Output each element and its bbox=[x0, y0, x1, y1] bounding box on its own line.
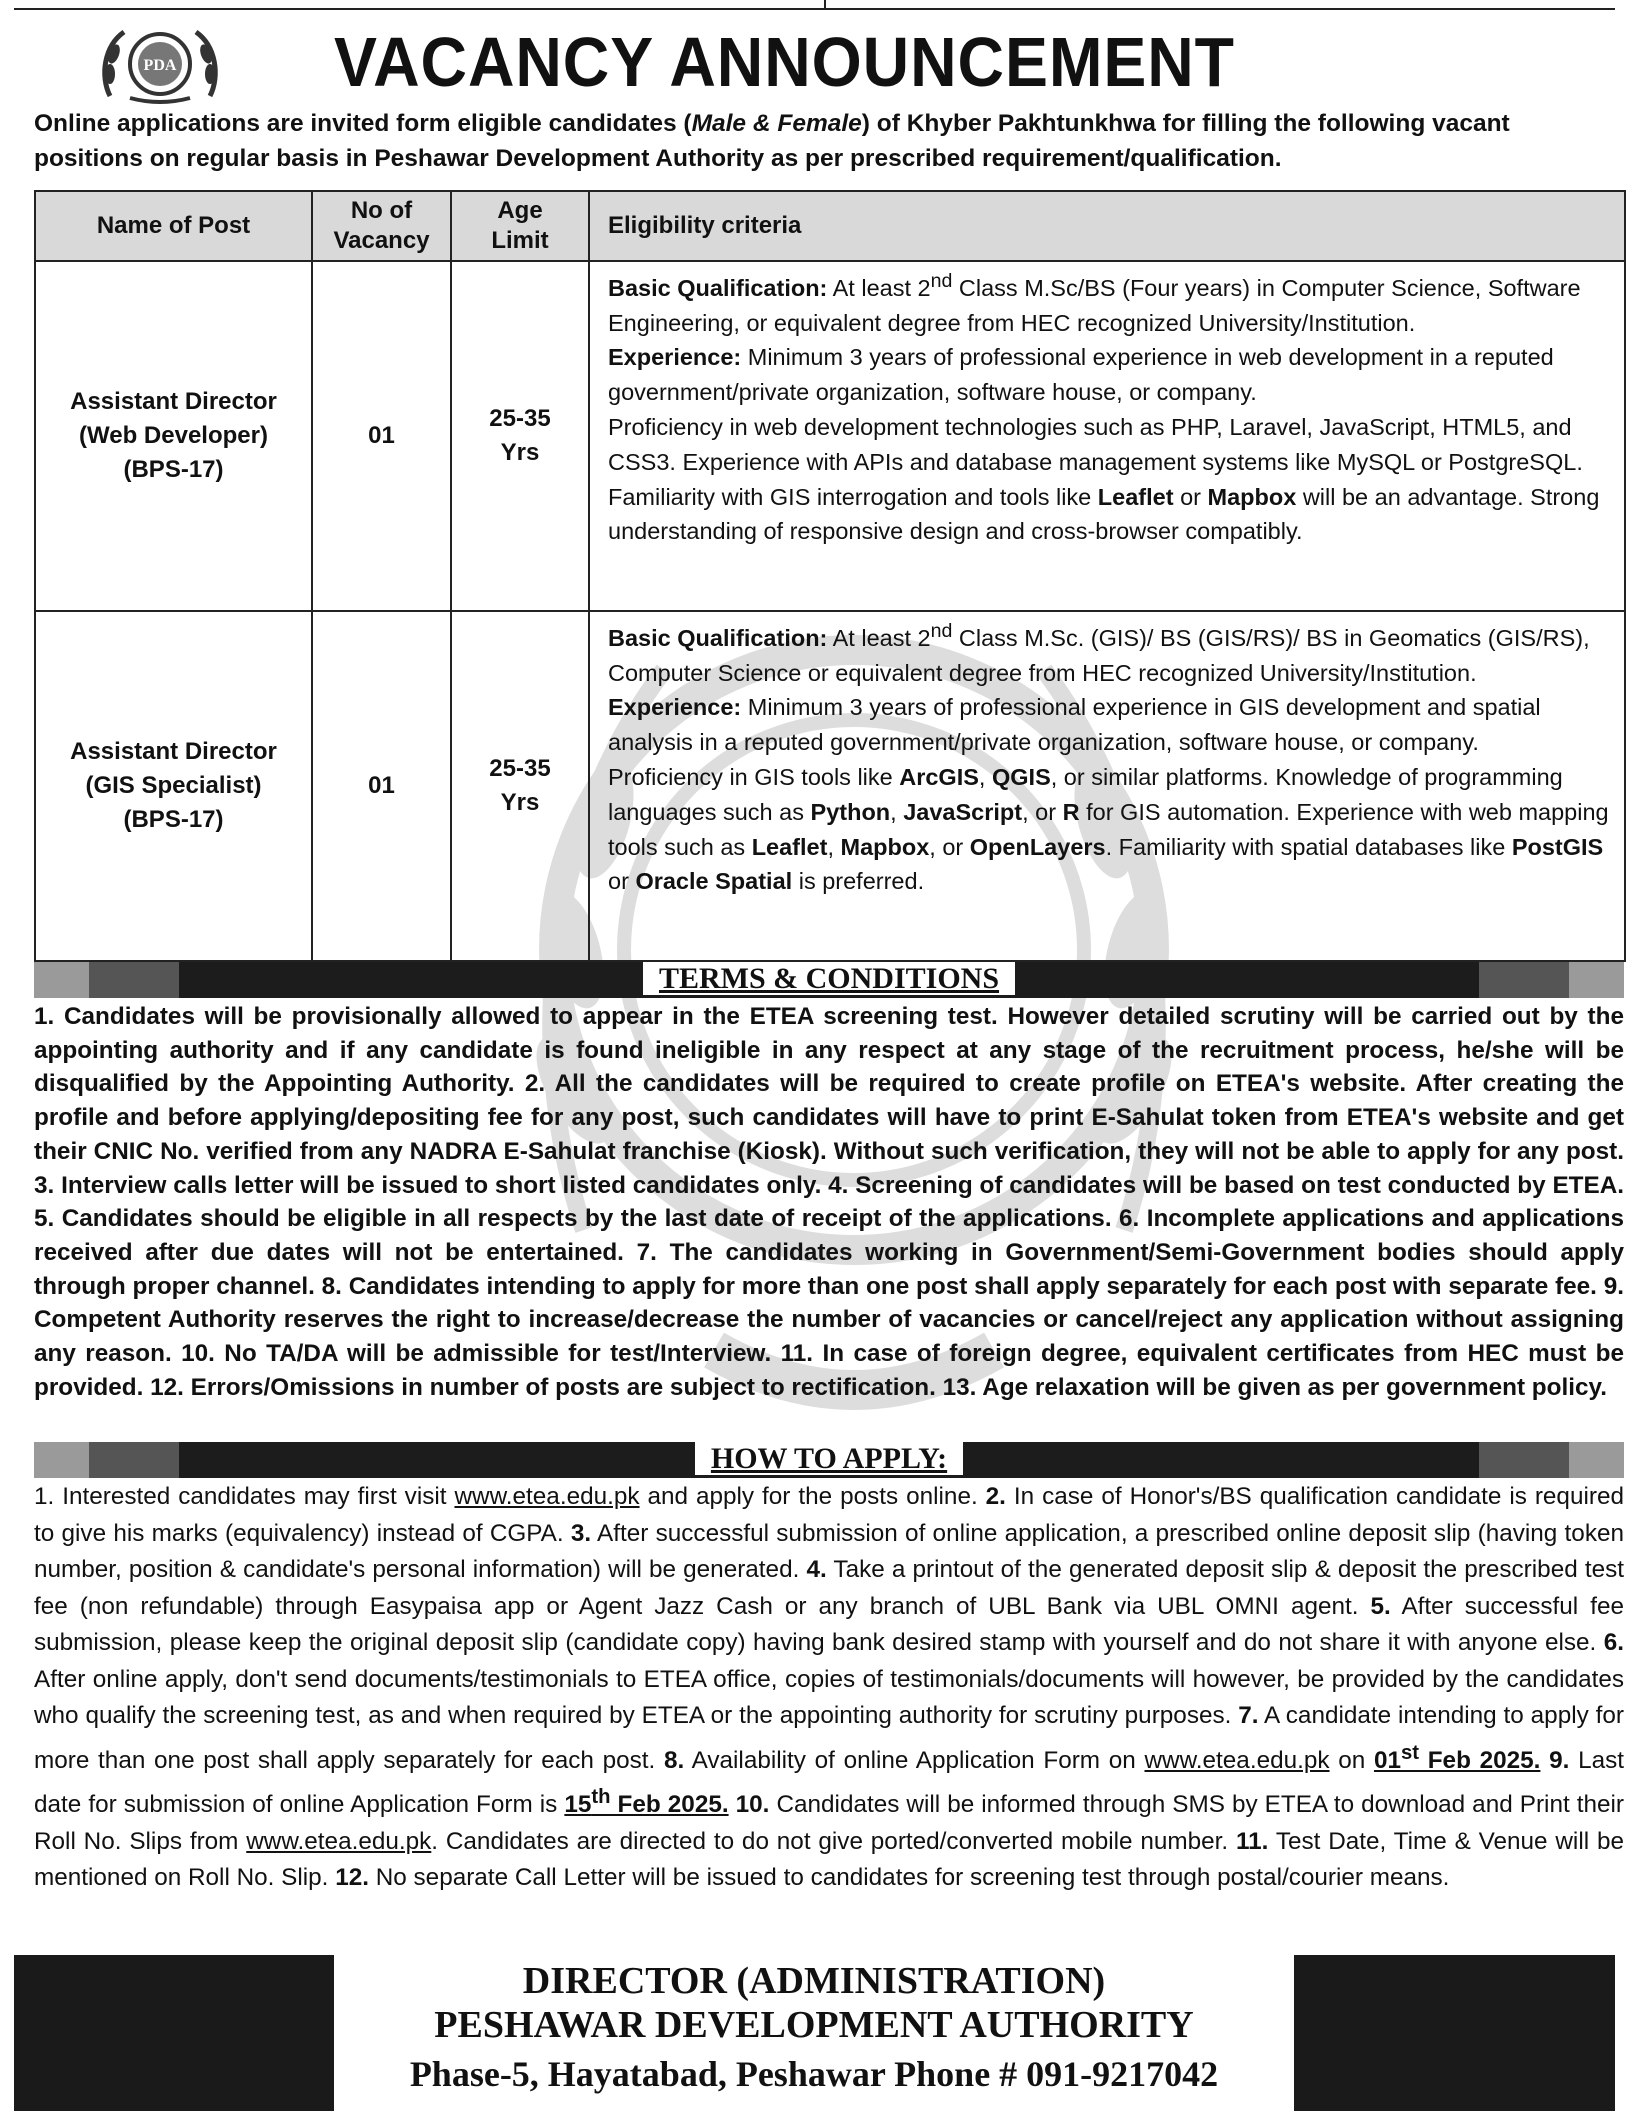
table-header-row bbox=[35, 191, 1625, 261]
age-limit: 25-35 Yrs bbox=[451, 611, 589, 961]
vacancy-table bbox=[34, 190, 1626, 962]
apply-heading: HOW TO APPLY: bbox=[695, 1442, 963, 1475]
age-limit: 25-35 Yrs bbox=[451, 261, 589, 611]
eligibility-criteria: Basic Qualification: At least 2nd Class M.Sc. (GIS)/ BS (GIS/RS)/ BS in Geomatics (GIS/RS), Computer Science or equivalent degree from HEC recognized University/Institution. Experience: Minimum 3 years of professional experience in GIS development and spatial analysis in a reputed government/private organization, software house, or company. Proficiency in GIS tools like ArcGIS, QGIS, or similar platforms. Knowledge of programming languages such as Python, JavaScript, or R for GIS automation. Experience with web mapping tools such as Leaflet, Mapbox, or OpenLayers. Familiarity with spatial databases like PostGIS or Oracle Spatial is preferred. bbox=[589, 611, 1625, 961]
post-name: Assistant Director (Web Developer) (BPS-17) bbox=[35, 261, 312, 611]
footer-address: Phase-5, Hayatabad, Peshawar Phone # 091-9217042 bbox=[409, 2054, 1219, 2094]
top-rule bbox=[14, 8, 1615, 10]
etea-link[interactable]: www.etea.edu.pk bbox=[454, 1483, 640, 1510]
last-date: 15th Feb 2025. bbox=[564, 1786, 729, 1819]
table-row bbox=[35, 611, 1625, 961]
top-tick bbox=[824, 0, 826, 8]
header-age: Age Limit bbox=[451, 191, 589, 261]
intro-paragraph: Online applications are invited form eligible candidates (Male & Female) of Khyber Pakhtunkhwa for filling the following vacant positions on regular basis in Peshawar Development Authority as per prescribed requirement/qualification. bbox=[34, 110, 1510, 172]
footer-authority: PESHAWAR DEVELOPMENT AUTHORITY bbox=[434, 2004, 1194, 2046]
table-row bbox=[35, 261, 1625, 611]
apply-paragraph: 1. Interested candidates may first visit www.etea.edu.pk and apply for the posts online. 2. In case of Honor's/BS qualification candidate is required to give his marks (equivalency) instead of CGPA. 3. After successful submission of online application, a prescribed online deposit slip (having token number, position & candidate's personal information) will be generated. 4. Take a printout of the generated deposit slip & deposit the prescribed test fee (non refundable) through Easypaisa app or Agent Jazz Cash or any branch of UBL Bank via UBL OMNI agent. 5. After successful fee submission, please keep the original deposit slip (candidate copy) having bank desired stamp with yourself and do not share it with anyone else. 6. After online apply, don't send documents/testimonials to ETEA office, copies of testimonials/documents will however, be provided by the candidates who qualify the screening test, as and when required by ETEA or the appointing authority for scrutiny purposes. 7. A candidate intending to apply for more than one post shall apply separately for each post. 8. Availability of online Application Form on www.etea.edu.pk on 01st Feb 2025. 9. Last date for submission of online Application Form is 15th Feb 2025. 10. Candidates will be informed through SMS by ETEA to download and Print their Roll No. Slips from www.etea.edu.pk. Candidates are directed to do not give ported/converted mobile number. 11. Test Date, Time & Venue will be mentioned on Roll No. Slip. 12. No separate Call Letter will be issued to candidates for screening test through postal/courier means. bbox=[34, 1483, 1625, 1892]
post-name: Assistant Director (GIS Specialist) (BPS-17) bbox=[35, 611, 312, 961]
footer-signature-block bbox=[14, 1955, 1615, 2111]
terms-paragraph: 1. Candidates will be provisionally allowed to appear in the ETEA screening test. However detailed scrutiny will be carried out by the appointing authority and if any candidate is found ineligible in any respect at any stage of the recruitment process, he/she will be disqualified by the Appointing Authority. 2. All the candidates will be required to create profile on ETEA's website. After creating the profile and before applying/depositing fee for any post, such candidates will have to print E-Sahulat token from ETEA's website and get their CNIC No. verified from any NADRA E-Sahulat franchise (Kiosk). Without such verification, they will not be able to apply for any post. 3. Interview calls letter will be issued to short listed candidates only. 4. Screening of candidates will be based on test conducted by ETEA. 5. Candidates should be eligible in all respects by the last date of receipt of the applications. 6. Incomplete applications and applications received after due dates will not be entertained. 7. The candidates working in Government/Semi-Government bodies should apply through proper channel. 8. Candidates intending to apply for more than one post shall apply separately for each post with separate fee. 9. Competent Authority reserves the right to increase/decrease the number of vacancies or cancel/reject any application without assigning any reason. 10. No TA/DA will be admissible for test/Interview. 11. In case of foreign degree, equivalent certificates from HEC must be provided. 12. Errors/Omissions in number of posts are subject to rectification. 13. Age relaxation will be given as per government policy. bbox=[34, 1003, 1624, 1401]
footer-director: DIRECTOR (ADMINISTRATION) bbox=[522, 1960, 1106, 2002]
vacancy-advertisement bbox=[14, 0, 1625, 2111]
vacancy-count: 01 bbox=[312, 611, 451, 961]
header-criteria: Eligibility criteria bbox=[589, 191, 1625, 261]
etea-link[interactable]: www.etea.edu.pk bbox=[1144, 1746, 1330, 1774]
header-post: Name of Post bbox=[35, 191, 312, 261]
vacancy-count: 01 bbox=[312, 261, 451, 611]
terms-heading: TERMS & CONDITIONS bbox=[643, 962, 1015, 995]
etea-link[interactable]: www.etea.edu.pk bbox=[246, 1827, 432, 1855]
apply-heading-bar bbox=[34, 1442, 1624, 1478]
eligibility-criteria: Basic Qualification: At least 2nd Class M.Sc/BS (Four years) in Computer Science, Software Engineering, or equivalent degree from HEC recognized University/Institution. Experience: Minimum 3 years of professional experience in web development in a reputed government/private organization, software house, or company. Proficiency in web development technologies such as PHP, Laravel, JavaScript, HTML5, and CSS3. Experience with APIs and database management systems like MySQL or PostgreSQL. Familiarity with GIS interrogation and tools like Leaflet or Mapbox will be an advantage. Strong understanding of responsive design and cross-browser compatibly. bbox=[589, 261, 1625, 611]
header-vacancy: No of Vacancy bbox=[312, 191, 451, 261]
svg-text:PDA: PDA bbox=[143, 57, 177, 74]
pda-logo-icon bbox=[100, 26, 220, 106]
page-title: VACANCY ANNOUNCEMENT bbox=[334, 23, 1235, 101]
open-date: 01st Feb 2025. bbox=[1373, 1741, 1541, 1774]
terms-heading-bar bbox=[34, 962, 1624, 998]
